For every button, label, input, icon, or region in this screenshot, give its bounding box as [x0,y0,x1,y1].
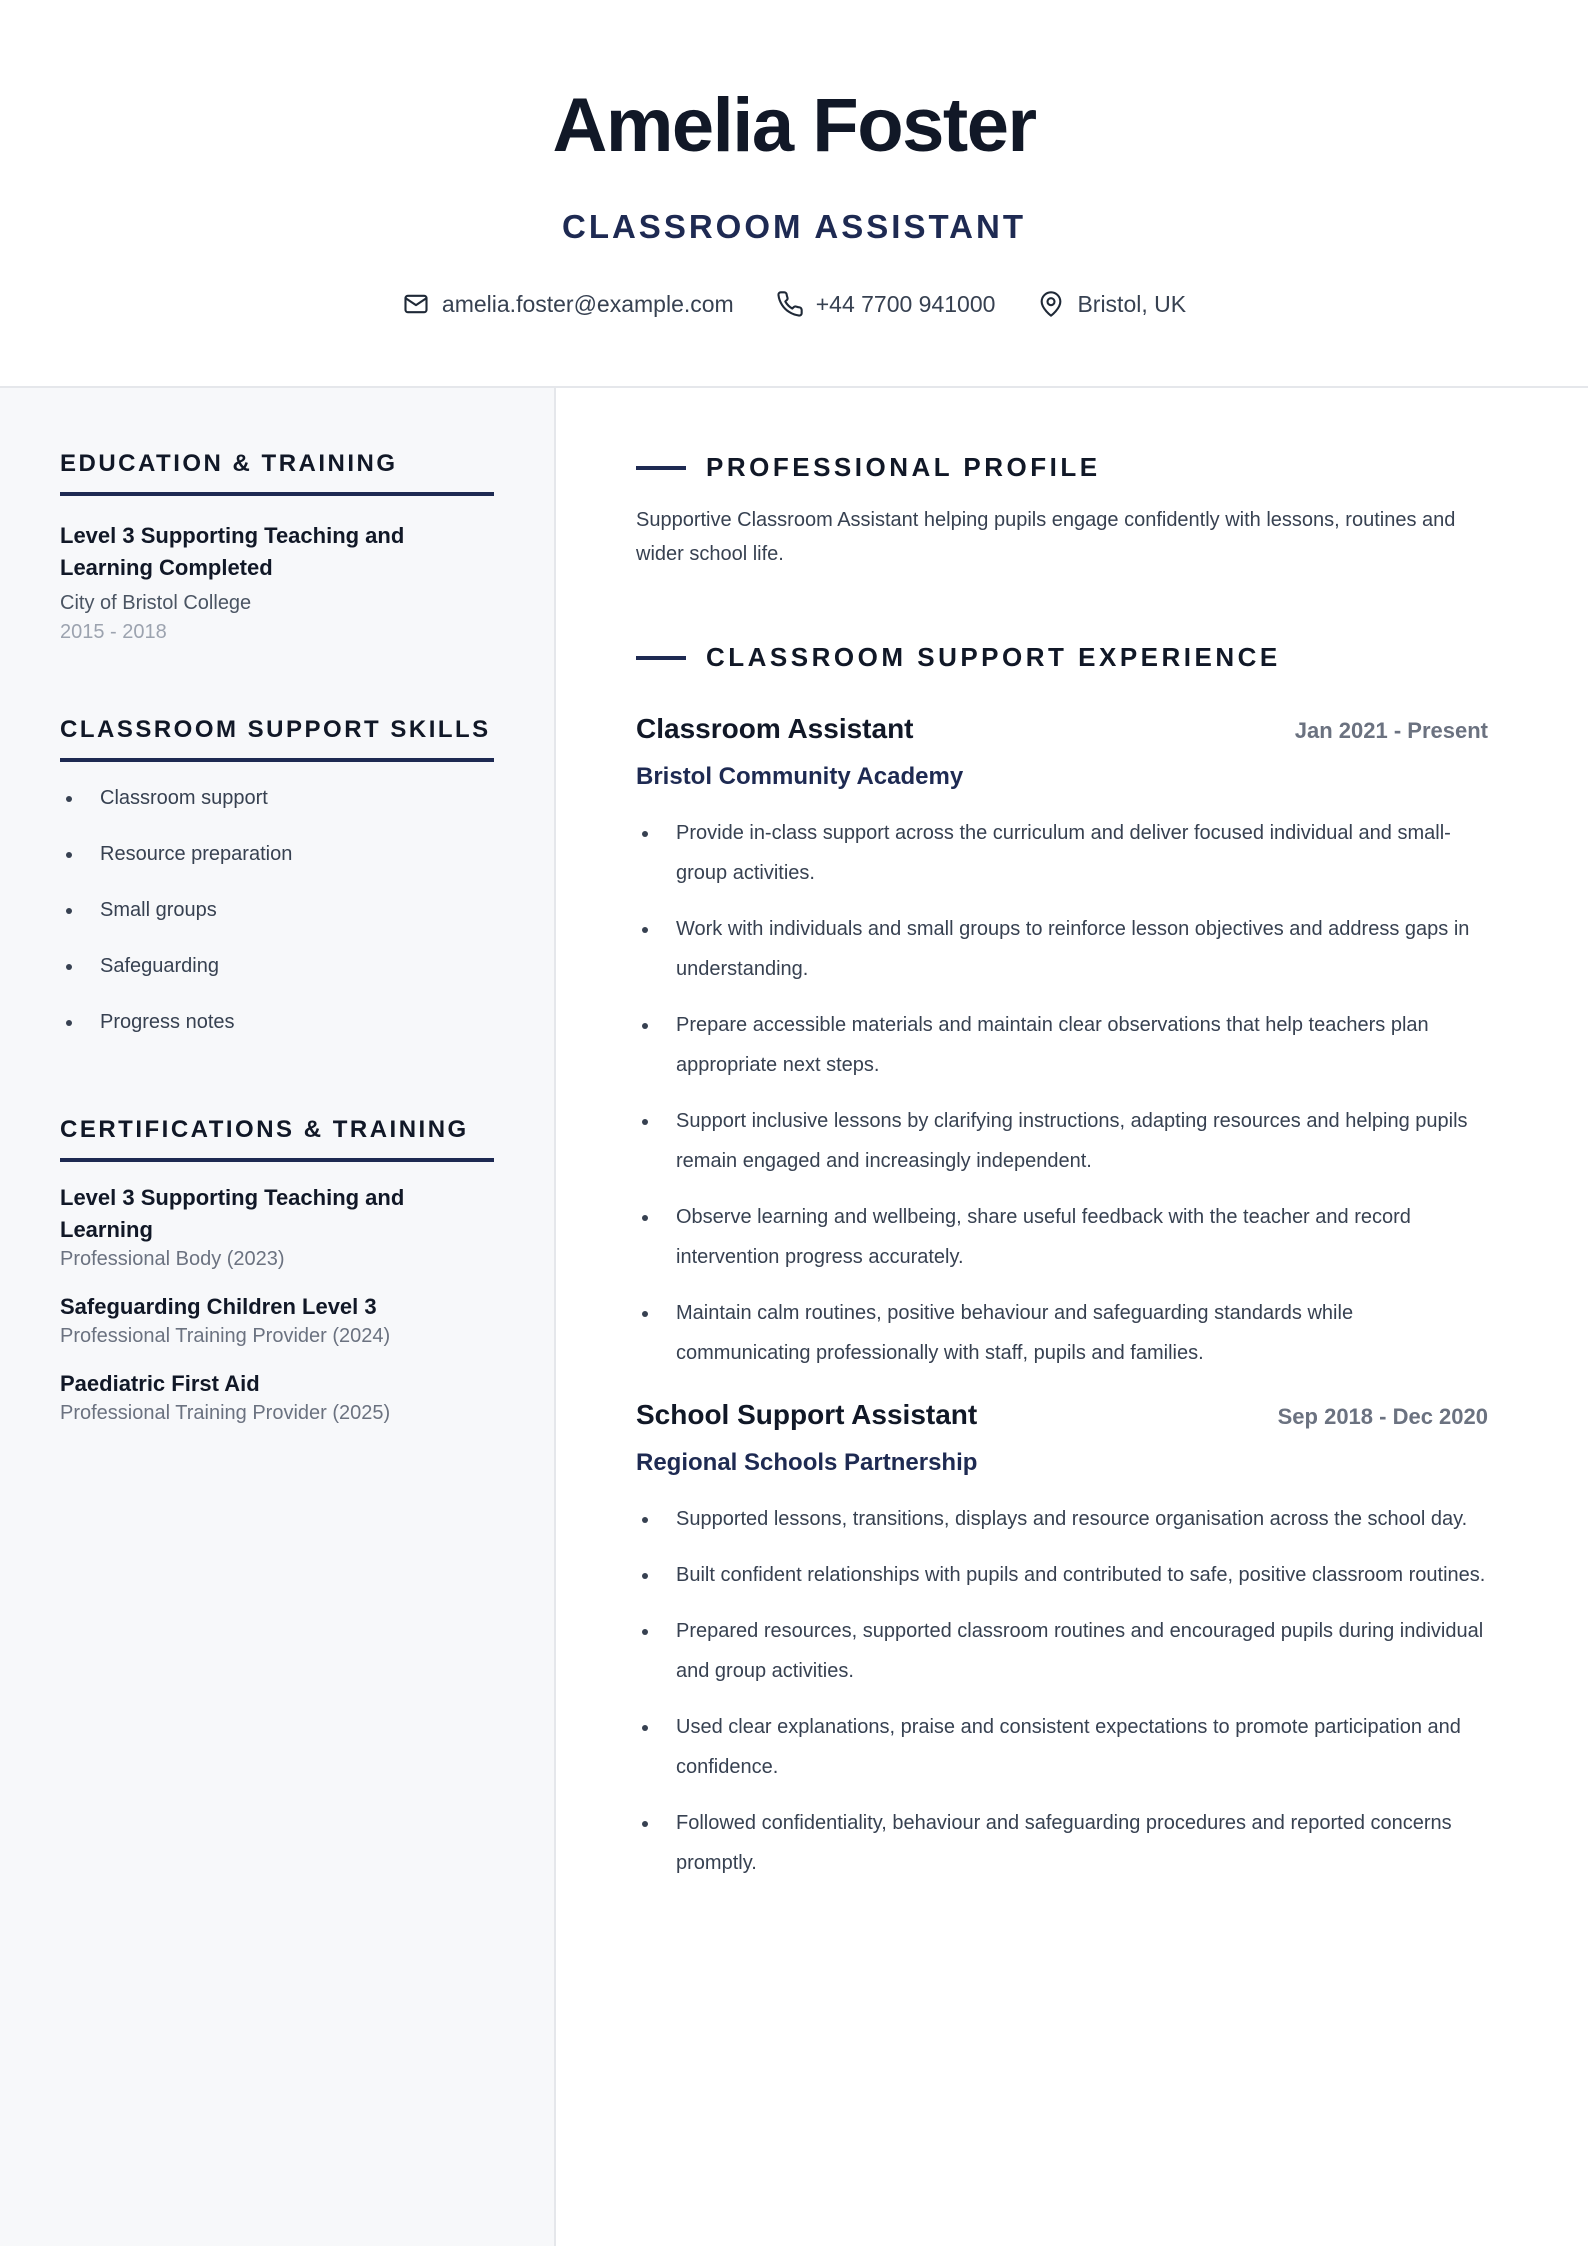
certifications-section [60,1116,494,1425]
main-column [556,388,1588,2246]
profile-section [636,452,1488,571]
job-organisation: Regional Schools Partnership [636,1449,978,1476]
phone-icon [776,290,804,318]
list-item: Built confident relationships with pupils and contributed to safe, positive classroom routines. [636,1555,1488,1595]
certification-title: Safeguarding Children Level 3 [60,1294,377,1319]
contact-phone-text: +44 7700 941000 [815,290,996,317]
location-pin-icon [1037,290,1065,318]
certification-issuer: Professional Training Provider (2025) [60,1402,391,1424]
education-dates: 2015 - 2018 [60,621,167,643]
list-item: Provide in-class support across the curriculum and deliver focused individual and small-group activities. [636,813,1488,893]
list-item: Maintain calm routines, positive behaviour and safeguarding standards while communicating professionally with staff, pupils and families. [636,1293,1488,1373]
list-item: Used clear explanations, praise and consistent expectations to promote participation and confidence. [636,1707,1488,1787]
contact-row [0,290,1588,318]
education-section [60,450,494,644]
heading-accent-bar [636,466,686,470]
contact-location [1037,290,1186,318]
list-item: Progress notes [60,1008,494,1064]
mail-icon [402,290,430,318]
profile-text: Supportive Classroom Assistant helping pupils engage confidently with lessons, routines and wider school life. [636,509,1456,565]
certification-issuer: Professional Training Provider (2024) [60,1325,391,1347]
contact-email-text: amelia.foster@example.com [441,290,734,317]
sidebar [0,388,556,2246]
list-item: Support inclusive lessons by clarifying instructions, adapting resources and helping pupils remain engaged and increasingly independent. [636,1101,1488,1181]
profile-heading-text: PROFESSIONAL PROFILE [706,452,1101,482]
job-title: Classroom Assistant [636,713,914,744]
certification-title: Level 3 Supporting Teaching and Learning [60,1185,405,1242]
list-item: Prepared resources, supported classroom routines and encouraged pupils during individual and group activities. [636,1611,1488,1691]
experience-heading-text: CLASSROOM SUPPORT EXPERIENCE [706,642,1281,672]
certification-issuer: Professional Body (2023) [60,1248,285,1270]
skills-list [60,784,494,1064]
certifications-heading: CERTIFICATIONS & TRAINING [60,1116,494,1162]
certification-item [60,1182,494,1271]
certification-title: Paediatric First Aid [60,1371,260,1396]
job-header [636,713,1488,745]
list-item: Classroom support [60,784,494,840]
list-item: Observe learning and wellbeing, share useful feedback with the teacher and record intervention progress accurately. [636,1197,1488,1277]
job-bullets [636,1499,1488,1883]
heading-accent-bar [636,656,686,660]
job-bullets [636,813,1488,1373]
education-title: Level 3 Supporting Teaching and Learning Completed [60,523,405,580]
skills-heading: CLASSROOM SUPPORT SKILLS [60,716,494,762]
list-item: Prepare accessible materials and maintain clear observations that help teachers plan appropriate next steps. [636,1005,1488,1085]
job-role-title: CLASSROOM ASSISTANT [561,208,1026,245]
contact-phone[interactable] [776,290,996,318]
job-entry [636,1399,1488,1883]
contact-location-text: Bristol, UK [1077,290,1187,317]
list-item: Safeguarding [60,952,494,1008]
candidate-name: Amelia Foster [552,83,1036,168]
education-school: City of Bristol College [60,592,252,614]
job-header [636,1399,1488,1431]
certification-item [60,1291,494,1348]
job-title: School Support Assistant [636,1399,978,1430]
experience-section [636,642,1488,1899]
experience-heading [636,642,1488,673]
list-item: Work with individuals and small groups to reinforce lesson objectives and address gaps in understanding. [636,909,1488,989]
profile-heading [636,452,1488,483]
education-heading: EDUCATION & TRAINING [60,450,494,496]
job-dates: Jan 2021 - Present [1294,718,1488,743]
certification-item [60,1368,494,1425]
job-dates: Sep 2018 - Dec 2020 [1277,1404,1488,1429]
resume-header [0,0,1588,388]
list-item: Resource preparation [60,840,494,896]
job-organisation: Bristol Community Academy [636,763,964,790]
skills-section [60,716,494,1064]
list-item: Small groups [60,896,494,952]
list-item: Supported lessons, transitions, displays and resource organisation across the school day. [636,1499,1488,1539]
job-entry [636,713,1488,1373]
contact-email[interactable] [402,290,734,318]
list-item: Followed confidentiality, behaviour and safeguarding procedures and reported concerns promptly. [636,1803,1488,1883]
